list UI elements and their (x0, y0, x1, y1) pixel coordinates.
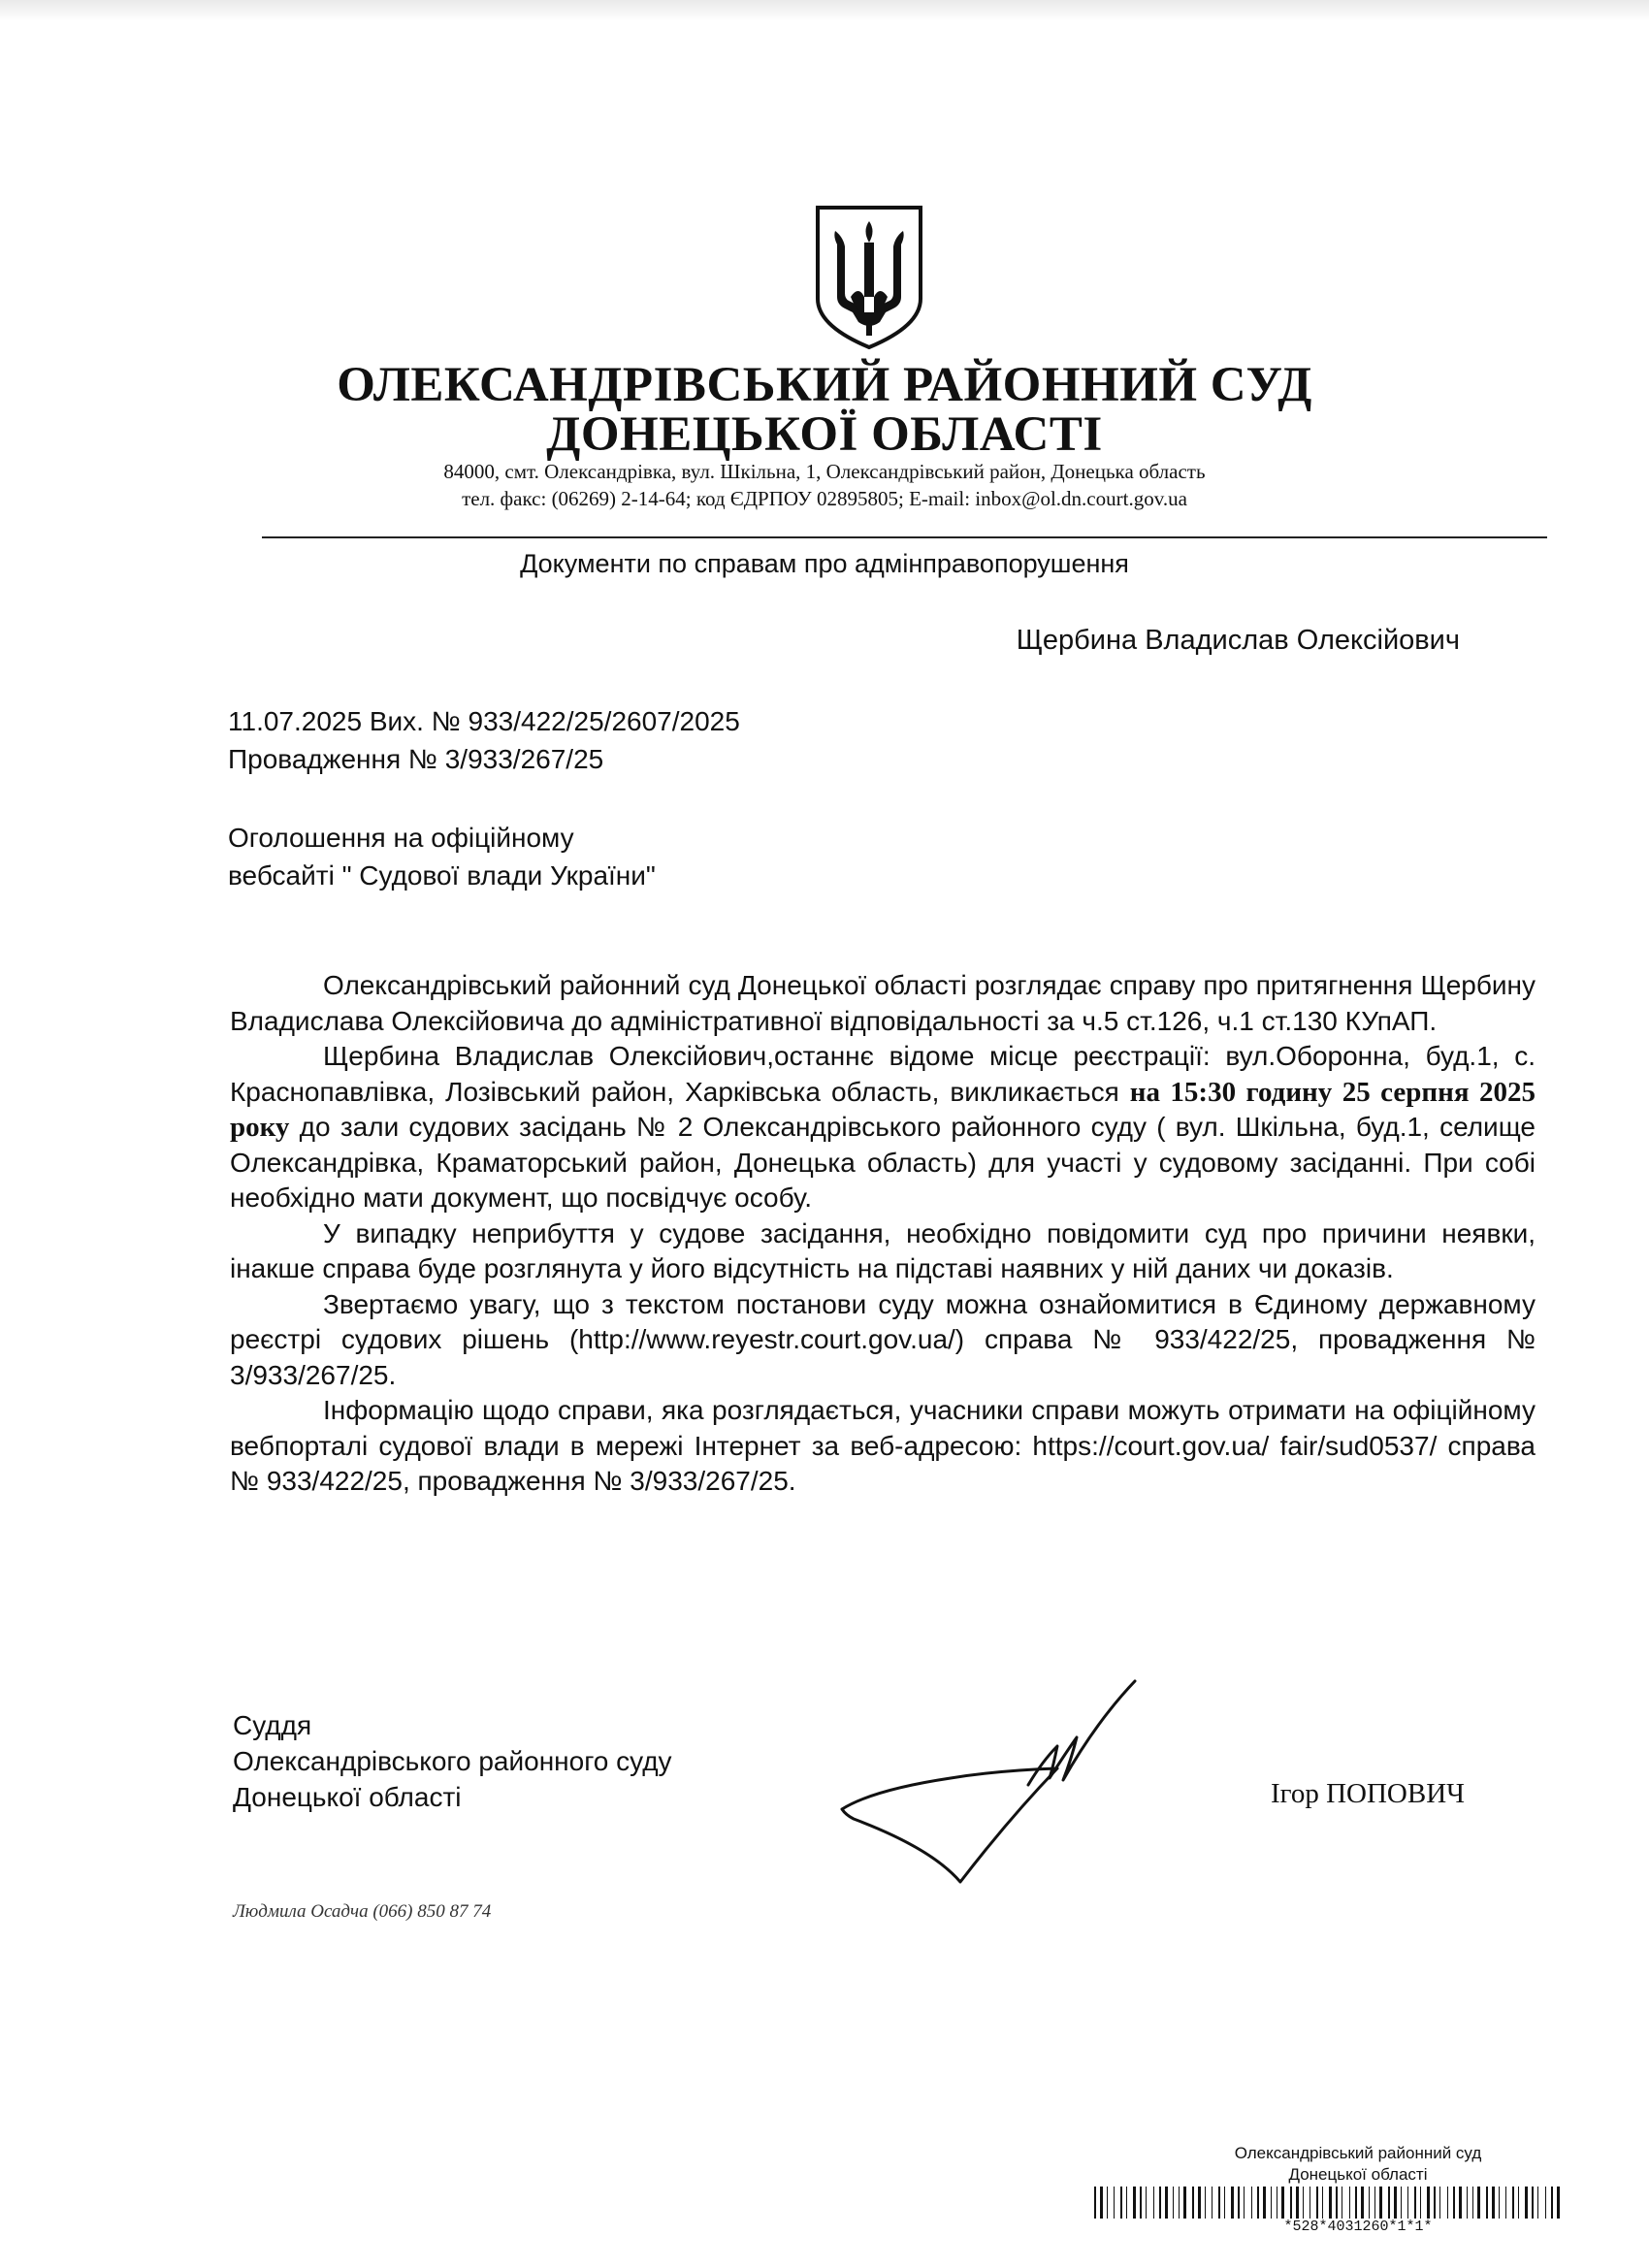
hearing-datetime: на 15:30 годину 25 серпня 2025 року (230, 1076, 1536, 1143)
stamp-court-region: Донецької області (1288, 2165, 1428, 2184)
letter-body (230, 968, 1536, 1500)
court-address: 84000, смт. Олександрівка, вул. Шкільна, 1, Олександрівський район, Донецька область (443, 460, 1206, 483)
notice-title-line-2: вебсайті " Судової влади України" (228, 860, 656, 891)
scan-shadow (0, 0, 1649, 21)
ukraine-trident-emblem-icon (814, 204, 924, 351)
paragraph-absence: У випадку неприбуття у судове засідання, необхідно повідомити суд про причини неявки, інакше справа буде розглянута у його відсутність на підставі наявних у ній даних чи доказів. (230, 1217, 1536, 1283)
document-category: Документи по справам про адмінправопорушення (520, 549, 1129, 578)
stamp-court-name: Олександрівський районний суд (1234, 2144, 1482, 2162)
court-contacts: тел. факс: (06269) 2-14-64; код ЄДРПОУ 02895805; E-mail: inbox@ol.dn.court.gov.ua (462, 487, 1187, 510)
barcode-icon (1094, 2187, 1562, 2219)
proceeding-number: Провадження № 3/933/267/25 (228, 744, 604, 774)
judge-title-block (233, 1707, 815, 1815)
barcode-number: *528*4031260*1*1* (1283, 2219, 1433, 2235)
judge-role: Суддя (233, 1710, 312, 1740)
court-region: ДОНЕЦЬКОЇ ОБЛАСТІ (546, 407, 1103, 462)
handwritten-signature-icon (834, 1673, 1164, 1906)
paragraph-case: Олександрівський районний суд Донецької області розглядає справу про притягнення Щербину Владислава Олексійовича до адміністративної відповідальності за ч.5 ст.126, ч.1 ст.130 КУпАП. (230, 970, 1536, 1036)
contact-person: Людмила Осадча (066) 850 87 74 (233, 1901, 492, 1922)
outgoing-reference: 11.07.2025 Вих. № 933/422/25/2607/2025 (228, 706, 740, 736)
summons-text-end: до зали судових засідань № 2 Олександрівського районного суду ( вул. Шкільна, буд.1, селище Олександрівка, Краматорський район, Донецька область) для участі у судовому засіданні. При собі необхідно мати документ, що посвідчує особу. (230, 1112, 1536, 1213)
paragraph-summons (230, 1039, 1536, 1216)
court-name: ОЛЕКСАНДРІВСЬКИЙ РАЙОННИЙ СУД (337, 358, 1312, 412)
paragraph-portal: Інформацію щодо справи, яка розглядається, учасники справи можуть отримати на офіційному вебпорталі судової влади в мережі Інтернет за веб-адресою: https://court.gov.ua/ fair/sud0537/ справа № 933/422/25, провадження № 3/933/267/25. (230, 1395, 1536, 1496)
judge-court-line-2: Донецької області (233, 1782, 462, 1812)
notice-title-line-1: Оголошення на офіційному (228, 823, 574, 853)
header-divider (262, 536, 1547, 538)
judge-court-line-1: Олександрівського районного суду (233, 1746, 672, 1776)
judge-name: Ігор ПОПОВИЧ (1271, 1778, 1465, 1809)
paragraph-registry: Звертаємо увагу, що з текстом постанови суду можна ознайомитися в Єдиному державному реєстрі судових рішень (http://www.reyestr.court.gov.ua/) справа № 933/422/25, провадження № 3/933/267/25. (230, 1288, 1536, 1390)
addressee: Щербина Владислав Олексійович (1016, 625, 1460, 656)
summons-text-start: Щербина Владислав Олексійович,останнє відоме місце реєстрації: вул.Оборонна, буд.1, с. Краснопавлівка, Лозівський район, Харківська область, викликається (230, 1041, 1536, 1107)
